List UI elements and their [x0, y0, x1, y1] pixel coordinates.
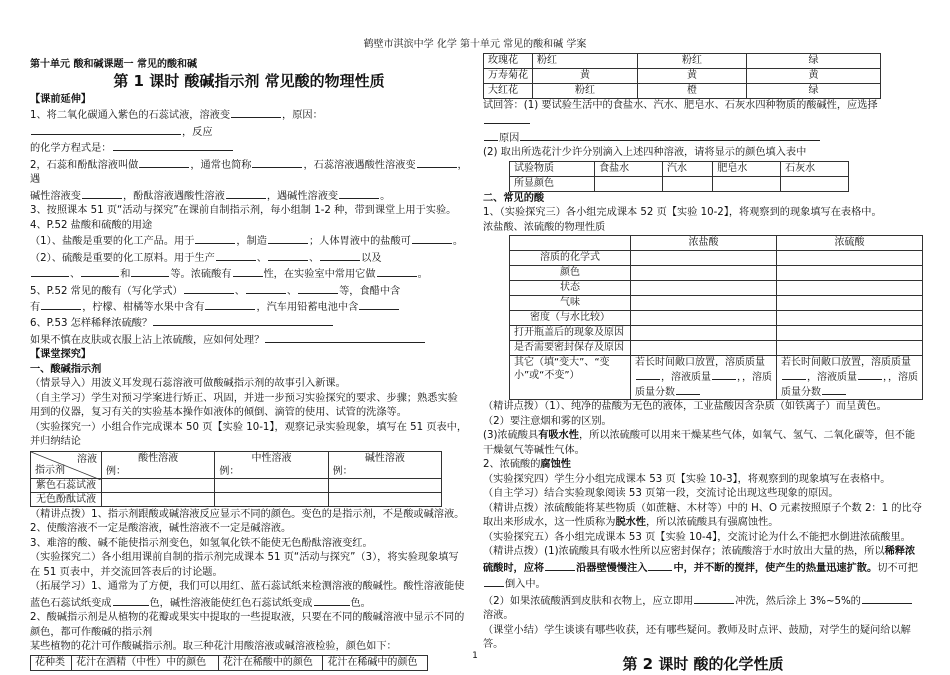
- table-row: 打开瓶盖后的现象及原因: [510, 326, 923, 341]
- table-row: 颜色: [510, 266, 923, 281]
- col-base: 碱性溶液 例：: [328, 451, 441, 478]
- q7-line: 如果不慎在皮肤或衣服上沾上浓硫酸，应如何处理？: [30, 332, 468, 348]
- class-heading: 【课堂探究】: [30, 349, 92, 361]
- experiment4-paragraph: （实验探究四）学生分小组完成课本 53 页【实验 10-3】，将观察到的现象填写在表格中。: [483, 473, 891, 485]
- q1-line: 1、将二氧化碳通入紫色的石蕊试液，溶液变 ，原因：，反应: [30, 107, 468, 140]
- indicator-table: [30, 451, 442, 507]
- dilution-paragraph: （精讲点拨）(1)浓硫酸具有吸水性所以应密封保存；浓硫酸溶于水时放出大量的热，所以稀释浓硫酸时，应将 沿器壁慢慢注入 中，并不断的搅拌，使产生的热量迅速扩散。切不可把倒入中。: [483, 546, 918, 591]
- note1: （精讲点拨）1、指示剂跟酸或碱溶液反应显示不同的颜色。变色的是指示剂，不是酸或碱溶液。: [30, 508, 465, 520]
- dehydration-paragraph: （精讲点拨）浓硫酸能将某些物质（如蔗糖、木材等）中的 H、O 元素按照原子个数 2：1 的比夺取出来形成水，这一性质称为脱水性，所以浓硫酸具有强腐蚀性。: [483, 502, 922, 529]
- table-row: 大红花 粉红 橙 绿: [484, 84, 881, 99]
- explain2: （2）要注意烟和雾的区别。: [483, 415, 612, 427]
- left-column: [30, 58, 468, 671]
- explain3: (3)浓硫酸具有吸水性，所以浓硫酸可以用来干燥某些气体，如氧气、氢气、二氧化碳等，但不能干燥氨气等碱性气体。: [483, 430, 916, 456]
- experiment5-paragraph: （实验探究五）各小组完成课本 53 页【实验 10-4】，交流讨论为什么不能把水倒进浓硫酸里。: [483, 531, 911, 543]
- experiment3-paragraph: 1、（实验探究三）各小组完成课本 52 页【实验 10-2】，将观察到的现象填写在表格中。: [483, 207, 882, 219]
- table-row: 密度（与水比较）: [510, 311, 923, 326]
- lesson-title: 第 1 课时 酸碱指示剂 常见酸的物理性质: [113, 72, 385, 91]
- lesson2-title: 第 2 课时 酸的化学性质: [622, 654, 784, 673]
- section1-heading: 一、酸碱指示剂: [30, 363, 102, 375]
- extension-paragraph: （拓展学习）1、通常为了方便，我们可以用红、蓝石蕊试纸来检测溶液的酸碱性。酸性溶液能使蓝色石蕊试纸变成 色，碱性溶液能使红色石蕊试纸变成 色。: [30, 581, 465, 609]
- table-row: 是否需要密封保存及原因: [510, 341, 923, 356]
- flower-intro: 某些植物的花汁可作酸碱指示剂。取三种花汁用酸溶液或碱溶液检验，颜色如下：: [30, 641, 397, 653]
- q6-line: 6、P.53 怎样稀释浓硫酸？: [30, 315, 468, 331]
- properties-caption: 浓盐酸、浓硫酸的物理性质: [483, 221, 606, 233]
- q1-line2: 的化学方程式是：: [30, 140, 468, 156]
- flower-table: [483, 53, 881, 99]
- intro-paragraph: （情景导入）用波义耳发现石蕊溶液可做酸碱指示剂的故事引入新课。: [30, 378, 346, 390]
- pre-class-heading: 【课前延伸】: [30, 93, 92, 105]
- col-neutral: 中性溶液 例：: [215, 451, 328, 478]
- table-corner-cell: 溶液 指示剂: [31, 451, 102, 478]
- table-row: 溶质的化学式: [510, 251, 923, 266]
- table-row: 无色酚酞试液: [31, 492, 442, 506]
- note2: 2、使酸溶液不一定是酸溶液，碱性溶液不一定是碱溶液。: [30, 523, 292, 535]
- section2-heading: 二、常见的酸: [483, 192, 545, 204]
- col-acid: 酸性溶液 例：: [102, 451, 215, 478]
- table-row: 所显颜色: [510, 176, 849, 191]
- q5-line2: 有 ，柠檬、柑橘等水果中含有 ，汽车用铅蓄电池中含: [30, 299, 468, 315]
- summary-paragraph: （课堂小结）学生谈谈有哪些收获，还有哪些疑问。教师及时点评、鼓励，对学生的疑问给以解答。: [483, 624, 911, 651]
- table-row: 气味: [510, 296, 923, 311]
- extension-paragraph2: 2、酸碱指示剂是从植物的花瓣或果实中提取的一些提取液，只要在不同的酸碱溶液中显示不同的颜色，都可作酸碱的指示剂: [30, 612, 465, 638]
- q4a-line: （1）、盐酸是重要的化工产品。用于 ，制造 ；人体胃液中的盐酸可 。: [30, 233, 468, 249]
- explain1: （精讲点拨）（1）、纯净的盐酸为无色的液体，工业盐酸因含杂质（如铁离子）而呈黄色。: [483, 401, 887, 413]
- experiment2-paragraph: （实验探究二）各小组用课前自制的指示剂完成课本 51 页“活动与探究”（3），将实验现象填写在 51 页表中，并交流回答表后的讨论题。: [30, 552, 459, 578]
- table-row: 状态: [510, 281, 923, 296]
- question2: (2) 取出所选花汁少许分别滴入上述四种溶液，请将显示的颜色填入表中: [483, 147, 807, 159]
- q4b-line: （2）、硫酸是重要的化工原料。用于生产 、 、 以及: [30, 250, 468, 266]
- acid-properties-table: 浓盐酸 浓硫酸 溶质的化学式 颜色 状态 气味 密度（与水比较） 打开瓶盖后的现象及原因 是否需要密封保存及原因 其它（填“变大”、“变小”或“不变”） 若长时间敞口放置，溶质质量 ，溶液质量 ，，溶质质量分数 若长时间敞口放置，溶质质量 ，溶液质量 ，，溶质质量分数: [509, 235, 923, 400]
- self-study2-paragraph: （自主学习）结合实验现象阅读 53 页第一段，交流讨论出现这些现象的原因。: [483, 488, 839, 500]
- unit-heading: 第十单元 酸和碱课题一 常见的酸和碱: [30, 59, 197, 70]
- test-table: 试验物质 食盐水 汽水 肥皂水 石灰水 所显颜色: [509, 161, 849, 192]
- right-column: [483, 53, 923, 675]
- page-number: 1: [472, 651, 478, 661]
- first-aid-paragraph: （2）如果浓硫酸洒到皮肤和衣物上，应立即用 冲洗，然后涂上 3%~5%的溶液。: [483, 593, 923, 624]
- table-row: 其它（填“变大”、“变小”或“不变”） 若长时间敞口放置，溶质质量 ，溶液质量 ，，溶质质量分数 若长时间敞口放置，溶质质量 ，溶液质量 ，，溶质质量分数: [510, 356, 923, 400]
- q3-line: 3、按照课本 51 页“活动与探究”在课前自制指示剂，每小组制 1-2 种，带到课堂上用于实验。: [30, 205, 457, 217]
- question1b: 原因: [483, 130, 923, 146]
- table-row: 万寿菊花 黄 黄 黄: [484, 69, 881, 84]
- table-row: 玫瑰花 粉红 粉红 绿: [484, 54, 881, 69]
- note3: 3、难溶的酸、碱不能使指示剂变色，如氢氧化铁不能使无色酚酞溶液变红。: [30, 537, 373, 549]
- flower-header-table: 花种类 花汁在酒精（中性）中的颜色 花汁在稀酸中的颜色 花汁在稀碱中的颜色: [30, 655, 428, 671]
- table-row: 紫色石蕊试液: [31, 478, 442, 492]
- experiment1-paragraph: （实验探究一）小组合作完成课本 50 页【实验 10-1】，观察记录实验现象，填写在 51 页表中，并归纳结论: [30, 421, 468, 448]
- page-header: 鹤壁市淇滨中学 化学 第十单元 常见的酸和碱 学案: [363, 39, 587, 50]
- q5-line: 5、P.52 常见的酸有（写化学式） 、 、 等，食醋中含: [30, 283, 468, 299]
- q2-line: 2，石蕊和酚酞溶液叫做 ，通常也简称 ，石蕊溶液遇酸性溶液变 ，遇: [30, 157, 468, 188]
- q4c-line: 、 和 等。浓硫酸有 性，在实验室中常用它做 。: [30, 266, 468, 282]
- q4-line: 4、P.52 盐酸和硫酸的用途: [30, 219, 153, 231]
- question1: 试回答：(1) 要试验生活中的食盐水、汽水、肥皂水、石灰水四种物质的酸碱性，应选择: [483, 99, 923, 130]
- q2-line2: 碱性溶液变 ，酚酞溶液遇酸性溶液 ，遇碱性溶液变 。: [30, 188, 468, 204]
- self-study-paragraph: （自主学习）学生对预习学案进行矫正、巩固，并进一步预习实验探究的要求、步骤；熟悉实验用到的仪器，复习有关的实验基本操作如液体的倾倒、滴管的使用、试管的洗涤等。: [30, 392, 458, 419]
- corrosion-heading: 2、浓硫酸的腐蚀性: [483, 459, 571, 471]
